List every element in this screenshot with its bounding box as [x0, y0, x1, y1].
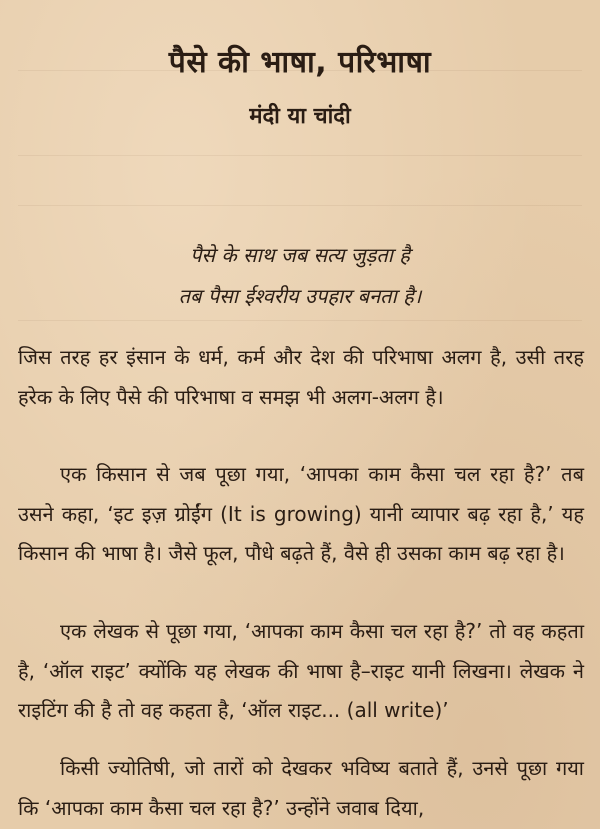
show-through-line — [18, 155, 582, 166]
paragraph-3: एक लेखक से पूछा गया, ‘आपका काम कैसा चल रहा है?’ तो वह कहता है, ‘ऑल राइट’ क्योंकि यह लेखक की भाषा है–राइट यानी लिखना। लेखक ने राइटिंग की है तो वह कहता है, ‘ऑल राइट... (all write)’ — [18, 619, 584, 722]
paragraph-1: जिस तरह हर इंसान के धर्म, कर्म और देश की परिभाषा अलग है, उसी तरह हरेक के लिए पैसे की परिभाषा व समझ भी अलग-अलग है। — [18, 345, 584, 409]
paragraph-2: एक किसान से जब पूछा गया, ‘आपका काम कैसा चल रहा है?’ तब उसने कहा, ‘इट इज़ ग्रोईंग (It is growing) यानी व्यापार बढ़ रहा है,’ यह किसान की भाषा है। जैसे फूल, पौधे बढ़ते हैं, वैसे ही उसका काम बढ़ रहा है। — [18, 462, 584, 565]
show-through-line — [18, 320, 582, 331]
show-through-line — [18, 205, 582, 216]
chapter-title: पैसे की भाषा, परिभाषा — [168, 45, 432, 80]
epigraph-line-1: पैसे के साथ जब सत्य जुड़ता है — [190, 243, 410, 267]
paragraph-4: किसी ज्योतिषी, जो तारों को देखकर भविष्य बताते हैं, उनसे पूछा गया कि ‘आपका काम कैसा चल रहा है?’ उन्होंने जवाब दिया, — [18, 756, 584, 820]
chapter-subtitle: मंदी या चांदी — [249, 104, 351, 129]
epigraph-line-2: तब पैसा ईश्वरीय उपहार बनता है। — [178, 284, 422, 308]
